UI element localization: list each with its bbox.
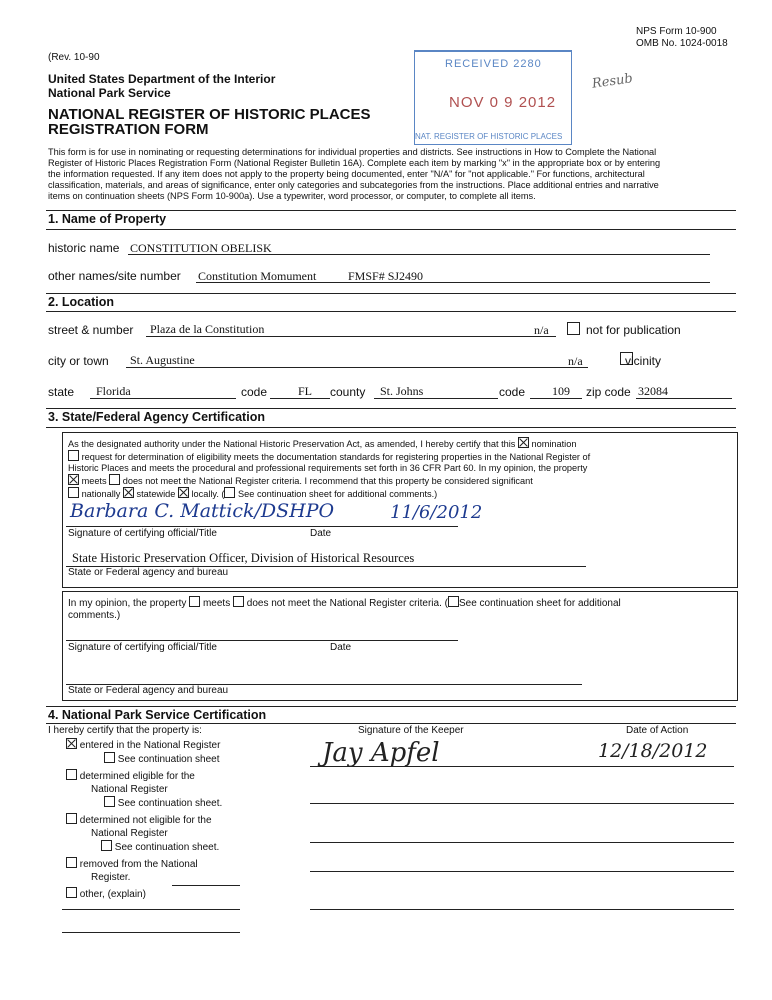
opinion-continuation-checkbox[interactable] [448, 596, 459, 607]
other-underline [172, 885, 240, 886]
county-code-field[interactable]: 109 [552, 384, 570, 398]
keeper-signature: Jay Apfel [322, 738, 440, 768]
section-1-rule-bottom [46, 229, 736, 230]
cert-line-1b: nomination [531, 439, 577, 449]
section-1-heading: 1. Name of Property [48, 212, 167, 226]
locally-label: locally. ( [191, 489, 225, 499]
section-3-rule [46, 408, 736, 409]
section-4-heading: 4. National Park Service Certification [48, 708, 267, 722]
agency-label: State or Federal agency and bureau [68, 567, 229, 578]
section-3-rule-bottom [46, 427, 736, 428]
opinion-meets: meets [202, 598, 231, 609]
historic-name-underline [128, 254, 710, 255]
not-for-publication-checkbox[interactable] [567, 322, 580, 335]
city-underline [126, 367, 588, 368]
historic-name-label: historic name [48, 241, 120, 255]
other-checkbox[interactable] [66, 887, 77, 898]
instructions-line-5: items on continuation sheets (NPS Form 10-900a). Use a typewriter, word processor, or computer, to complete all items. [48, 191, 536, 201]
street-field[interactable]: Plaza de la Constitution [150, 322, 265, 336]
other-names-label: other names/site number [48, 269, 181, 283]
stamp-date: NOV 0 9 2012 [449, 94, 557, 111]
nationally-label: nationally [81, 489, 121, 499]
vicinity-label: vicinity [625, 354, 662, 368]
county-code-underline [530, 398, 582, 399]
state-signature-underline [66, 526, 458, 527]
nationally-checkbox[interactable] [68, 487, 79, 498]
entered-checkbox[interactable] [66, 738, 77, 749]
historic-name-field[interactable]: CONSTITUTION OBELISK [130, 241, 272, 255]
cert-line-4: does not meet the National Register criteria. I recommend that this property be considered significant [122, 476, 533, 486]
omb-number: OMB No. 1024-0018 [636, 38, 728, 49]
city-na: n/a [568, 354, 583, 368]
nomination-checkbox[interactable] [518, 437, 529, 448]
statewide-checkbox[interactable] [123, 487, 134, 498]
removed-checkbox[interactable] [66, 857, 77, 868]
zip-underline [636, 398, 732, 399]
opinion-agency-label: State or Federal agency and bureau [68, 685, 229, 696]
opinion-c: See continuation sheet for additional [458, 598, 621, 609]
state-date-label: Date [310, 528, 332, 539]
opinion-meets-checkbox[interactable] [189, 596, 200, 607]
state-code-field[interactable]: FL [298, 384, 313, 398]
site-number-field[interactable]: FMSF# SJ2490 [348, 269, 424, 283]
not-eligible-continuation-checkbox[interactable] [101, 840, 112, 851]
opt-not-eligible-sub: See continuation sheet. [114, 842, 220, 853]
continuation-checkbox[interactable] [224, 487, 235, 498]
zip-label: zip code [586, 385, 631, 399]
does-not-meet-checkbox[interactable] [109, 474, 120, 485]
opinion-b: does not meet the National Register criteria. ( [246, 598, 448, 609]
meets-checkbox[interactable] [68, 474, 79, 485]
section-4-rule [46, 706, 736, 707]
zip-field[interactable]: 32084 [638, 384, 668, 398]
statewide-label: statewide [136, 489, 176, 499]
not-eligible-checkbox[interactable] [66, 813, 77, 824]
locally-checkbox[interactable] [178, 487, 189, 498]
county-label: county [330, 385, 366, 399]
opinion-d: comments.) [68, 610, 121, 621]
section-3-heading: 3. State/Federal Agency Certification [48, 410, 265, 424]
service: National Park Service [48, 86, 171, 100]
section-2-heading: 2. Location [48, 295, 114, 309]
not-for-publication-label: not for publication [586, 323, 681, 337]
opinion-date-label: Date [330, 642, 352, 653]
state-signature: Barbara C. Mattick/DSHPO [70, 500, 335, 522]
cert-line-1a: As the designated authority under the National Historic Preservation Act, as amended, I hereby certify that this [68, 439, 516, 449]
state-code-underline [270, 398, 330, 399]
county-underline [374, 398, 498, 399]
request-checkbox[interactable] [68, 450, 79, 461]
action-date: 12/18/2012 [598, 740, 708, 762]
form-number: NPS Form 10-900 [636, 26, 717, 37]
cert-line-2: request for determination of eligibility meets the documentation standards for registering properties in the National Register of [81, 452, 591, 462]
state-underline [90, 398, 236, 399]
nps-intro: I hereby certify that the property is: [48, 725, 202, 736]
stamp-received: RECEIVED 2280 [445, 58, 542, 70]
opinion-not-meets-checkbox[interactable] [233, 596, 244, 607]
street-na: n/a [534, 323, 549, 337]
stamp-nrhp: NAT. REGISTER OF HISTORIC PLACES [415, 132, 563, 141]
cert-line-5: See continuation sheet for additional comments.) [238, 489, 438, 499]
keeper-label: Signature of the Keeper [358, 725, 464, 736]
city-label: city or town [48, 354, 109, 368]
nps-options [66, 738, 222, 901]
state-sign-date: 11/6/2012 [390, 502, 483, 523]
section-4-rule-bottom [46, 723, 736, 724]
street-underline [146, 336, 556, 337]
state-sig-label: Signature of certifying official/Title [68, 528, 217, 539]
section-2-rule-bottom [46, 311, 736, 312]
opinion-signature-underline [66, 640, 458, 641]
received-stamp [414, 50, 572, 145]
eligible-checkbox[interactable] [66, 769, 77, 780]
opt-eligible-a: determined eligible for the [79, 771, 195, 782]
other-names-underline [196, 282, 710, 283]
department: United States Department of the Interior [48, 72, 276, 86]
opt-other: other, (explain) [79, 889, 146, 900]
instructions-line-3: the information requested. If any item does not apply to the property being documented, enter "N/A" for "not applicable." For functions, architectural [48, 169, 645, 179]
keeper-line-1 [310, 766, 734, 767]
action-date-label: Date of Action [626, 725, 689, 736]
county-field[interactable]: St. Johns [380, 384, 424, 398]
instructions-line-4: classification, materials, and areas of significance, enter only categories and subcategories from the instructions. Place additional entries and narrative [48, 180, 659, 190]
opt-not-eligible-a: determined not eligible for the [79, 815, 212, 826]
form-title-1: NATIONAL REGISTER OF HISTORIC PLACES [48, 106, 371, 123]
entered-continuation-checkbox[interactable] [104, 752, 115, 763]
street-label: street & number [48, 323, 134, 337]
state-field[interactable]: Florida [96, 384, 131, 398]
agency-field[interactable]: State Historic Preservation Officer, Division of Historical Resources [72, 551, 415, 565]
section-1-rule [46, 210, 736, 211]
instructions-line-1: This form is for use in nominating or requesting determinations for individual properties and districts. See instructions in How to Complete the National [48, 147, 657, 157]
explain-line-1 [62, 909, 240, 910]
instructions-line-2: Register of Historic Places Registration Form (National Register Bulletin 16A). Complete each item by marking "x" in the appropriate box or by entering [48, 158, 661, 168]
state-code-label: code [241, 385, 268, 399]
revision: (Rev. 10-90 [48, 52, 100, 63]
keeper-line-3 [310, 842, 734, 843]
keeper-line-2 [310, 803, 734, 804]
county-code-label: code [499, 385, 526, 399]
opt-eligible-sub: See continuation sheet. [117, 798, 223, 809]
opt-removed-a: removed from the National [79, 859, 198, 870]
city-field[interactable]: St. Augustine [130, 353, 195, 367]
state-cert-text [68, 437, 732, 500]
opt-entered-sub: See continuation sheet [117, 754, 220, 765]
opt-removed-b: Register. [91, 872, 131, 883]
instructions [48, 147, 738, 202]
eligible-continuation-checkbox[interactable] [104, 796, 115, 807]
opt-entered: entered in the National Register [79, 740, 221, 751]
explain-line-2 [62, 932, 240, 933]
opinion-text [68, 596, 732, 622]
opt-not-eligible-b: National Register [91, 828, 168, 839]
form-title-2: REGISTRATION FORM [48, 121, 209, 138]
cert-line-3: Historic Places and meets the procedural and professional requirements set forth in 36 CFR Part 60. In my opinion, the property [68, 463, 588, 473]
opt-eligible-b: National Register [91, 784, 168, 795]
resub-note: Resub [591, 71, 634, 92]
section-2-rule [46, 293, 736, 294]
other-names-field[interactable]: Constitution Momument [198, 269, 317, 283]
state-label: state [48, 385, 75, 399]
opinion-sig-label: Signature of certifying official/Title [68, 642, 217, 653]
meets-label: meets [81, 476, 107, 486]
opinion-a: In my opinion, the property [68, 598, 187, 609]
keeper-line-5 [310, 909, 734, 910]
keeper-line-4 [310, 871, 734, 872]
